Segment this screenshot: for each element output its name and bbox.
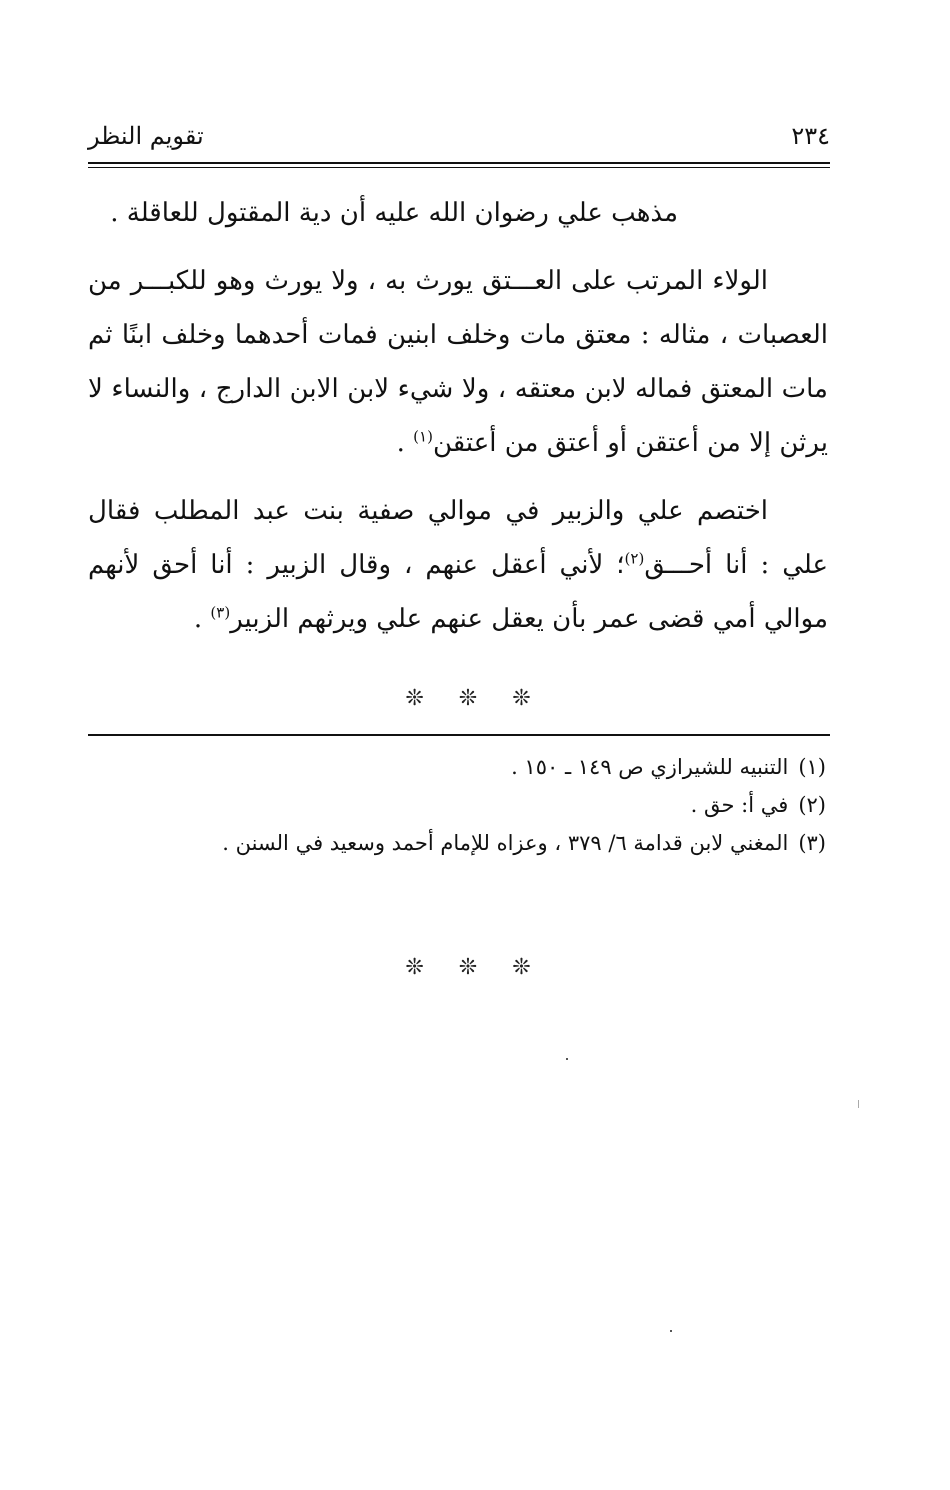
footnote-1-number: (١)	[798, 755, 826, 779]
footnotes	[88, 748, 826, 862]
header-rule-thin	[88, 167, 830, 168]
footnote-2	[88, 786, 826, 824]
paragraph-3	[88, 484, 828, 646]
running-title: تقويم النظر	[88, 122, 204, 150]
scan-speck	[566, 1058, 568, 1060]
paragraph-1	[88, 186, 828, 240]
footnote-rule	[88, 734, 830, 736]
paragraph-3-text-a: اختصم علي والزبير في موالي صفية بنت عبد المطلب فقال علي : أنا أحـــق	[88, 496, 828, 580]
footnote-ref-2[interactable]: (٢)	[624, 549, 645, 568]
footnote-ref-3[interactable]: (٣)	[210, 603, 231, 622]
footnote-ref-1[interactable]: (١)	[413, 427, 433, 446]
paragraph-3-end: .	[193, 604, 211, 634]
footnote-3-number: (٣)	[798, 831, 826, 855]
paragraph-3-text-b: ؛ لأني أعقل عنهم ، وقال الزبير : أنا أحق لأنهم موالي أمي قضى عمر بأن يعقل عنهم علي ويرثهم الزبير	[88, 550, 828, 634]
paragraph-2-text: الولاء المرتب على العـــتق يورث به ، ولا يورث وهو للكبـــر من العصبات ، مثاله : معتق مات وخلف ابنين فمات أحدهما وخلف ابنًا ثم مات المعتق فماله لابن معتقه ، ولا شيء لابن الابن الدارج ، والنساء لا يرثن إلا من أعتقن أو أعتق من أعتقن	[88, 266, 828, 458]
paragraph-2	[88, 254, 828, 470]
page-number: ٢٣٤	[791, 122, 830, 150]
scan-speck	[670, 1330, 672, 1332]
paragraph-1-text: مذهب علي رضوان الله عليه أن دية المقتول للعاقلة .	[110, 198, 678, 228]
footnote-1	[88, 748, 826, 786]
paragraph-2-end: .	[396, 428, 414, 458]
end-separator: ❊ ❊ ❊	[405, 955, 545, 980]
footnote-2-number: (٢)	[798, 793, 826, 817]
footnote-3-text: المغني لابن قدامة ٦/ ٣٧٩ ، وعزاه للإمام أحمد وسعيد في السنن .	[222, 831, 789, 855]
footnote-1-text: التنبيه للشيرازي ص ١٤٩ ـ ١٥٠ .	[511, 755, 789, 779]
footnote-2-text: في أ: حق .	[690, 793, 789, 817]
section-separator: ❊ ❊ ❊	[405, 686, 545, 711]
main-text	[88, 186, 828, 660]
scan-speck	[858, 1100, 859, 1108]
header-rule	[88, 162, 830, 164]
page-header	[88, 122, 830, 156]
footnote-3	[88, 824, 826, 862]
